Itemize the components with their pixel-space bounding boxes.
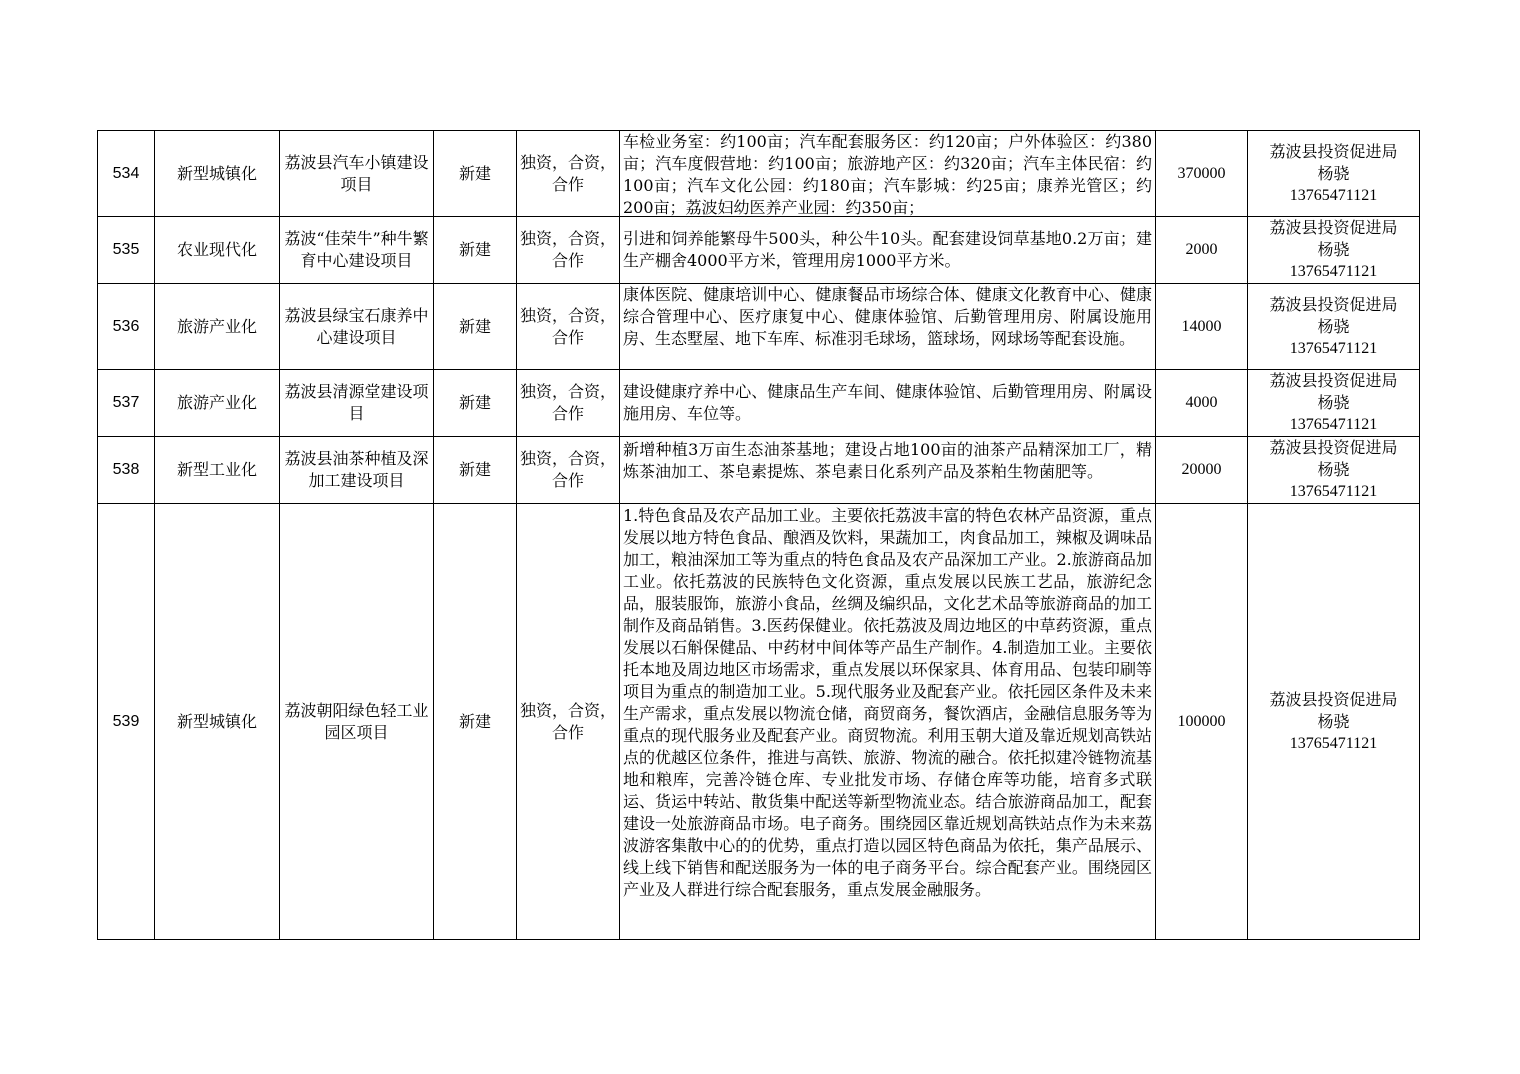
table-row — [98, 437, 1420, 504]
project-name: 荔波朝阳绿色轻工业园区项目 — [280, 504, 434, 940]
contact-phone: 13765471121 — [1289, 416, 1378, 433]
cooperation-mode: 独资，合资，合作 — [517, 217, 620, 284]
project-name: 荔波“佳荣牛”种牛繁育中心建设项目 — [284, 229, 429, 270]
contact-person: 杨骁 — [1317, 393, 1350, 412]
investment-amount: 4000 — [1156, 370, 1248, 437]
build-type: 新建 — [434, 370, 517, 437]
project-description-cell — [620, 284, 1156, 370]
project-name: 荔波县汽车小镇建设项目 — [280, 131, 434, 217]
cooperation-mode: 独资，合资，合作 — [517, 437, 620, 504]
table-row — [98, 504, 1420, 940]
contact-org: 荔波县投资促进局 — [1269, 141, 1398, 161]
project-number: 539 — [98, 504, 155, 940]
project-description: 新增种植3万亩生态油茶基地；建设占地100亩的油茶产品精深加工厂，精炼茶油加工、茶皂素提炼、茶皂素日化系列产品及茶粕生物菌肥等。 — [623, 439, 1152, 481]
project-name: 荔波县清源堂建设项目 — [280, 370, 434, 437]
project-description: 建设健康疗养中心、健康品生产车间、健康体验馆、后勤管理用房、附属设施用房、车位等。 — [623, 382, 1152, 423]
project-category: 农业现代化 — [155, 217, 280, 284]
build-type: 新建 — [434, 131, 517, 217]
table-row — [98, 284, 1420, 370]
contact-cell — [1248, 131, 1420, 217]
cooperation-mode: 独资，合资，合作 — [517, 504, 620, 940]
contact-org: 荔波县投资促进局 — [1269, 371, 1398, 390]
build-type: 新建 — [434, 437, 517, 504]
build-type: 新建 — [434, 284, 517, 370]
project-name: 荔波县油茶种植及深加工建设项目 — [280, 437, 434, 504]
project-description-cell — [620, 370, 1156, 437]
contact-phone: 13765471121 — [1289, 483, 1378, 500]
project-category: 新型城镇化 — [155, 131, 280, 217]
contact-phone: 13765471121 — [1289, 186, 1378, 204]
contact-phone: 13765471121 — [1289, 339, 1378, 357]
contact-org: 荔波县投资促进局 — [1269, 689, 1398, 709]
table-row — [98, 131, 1420, 217]
contact-cell — [1248, 217, 1420, 284]
contact-cell — [1248, 370, 1420, 437]
contact-org: 荔波县投资促进局 — [1269, 218, 1398, 237]
project-category: 旅游产业化 — [155, 370, 280, 437]
project-category: 新型工业化 — [155, 437, 280, 504]
project-description-cell — [620, 131, 1156, 217]
project-description: 引进和饲养能繁母牛500头，种公牛10头。配套建设饲草基地0.2万亩；建生产棚舍4000平方米，管理用房1000平方米。 — [623, 229, 1152, 270]
contact-person: 杨骁 — [1317, 240, 1350, 259]
contact-person: 杨骁 — [1317, 316, 1350, 336]
cooperation-mode: 独资，合资，合作 — [517, 284, 620, 370]
contact-org: 荔波县投资促进局 — [1269, 438, 1398, 457]
project-name: 荔波县绿宝石康养中心建设项目 — [280, 284, 434, 370]
contact-person: 杨骁 — [1317, 460, 1350, 479]
project-description: 康体医院、健康培训中心、健康餐品市场综合体、健康文化教育中心、健康综合管理中心、医疗康复中心、健康体验馆、后勤管理用房、附属设施用房、生态墅屋、地下车库、标准羽毛球场，篮球场，网球场等配套设施。 — [623, 285, 1152, 348]
build-type: 新建 — [434, 217, 517, 284]
investment-amount: 370000 — [1156, 131, 1248, 217]
investment-amount: 20000 — [1156, 437, 1248, 504]
investment-amount: 100000 — [1156, 504, 1248, 940]
investment-amount: 2000 — [1156, 217, 1248, 284]
project-number: 536 — [98, 284, 155, 370]
cooperation-mode: 独资，合资，合作 — [517, 131, 620, 217]
cooperation-mode: 独资，合资，合作 — [517, 370, 620, 437]
contact-org: 荔波县投资促进局 — [1269, 294, 1398, 314]
project-description: 1.特色食品及农产品加工业。主要依托荔波丰富的特色农林产品资源，重点发展以地方特色食品、酿酒及饮料，果蔬加工，肉食品加工，辣椒及调味品加工，粮油深加工等为重点的特色食品及农产品深加工产业。2.旅游商品加工业。依托荔波的民族特色文化资源，重点发展以民族工艺品，旅游纪念品，服装服饰，旅游小食品，丝绸及编织品，文化艺术品等旅游商品的加工制作及商品销售。3.医药保健业。依托荔波及周边地区的中草药资源，重点发展以石斛保健品、中药材中间体等产品生产制作。4.制造加工业。主要依托本地及周边地区市场需求，重点发展以环保家具、体育用品、包装印刷等项目为重点的制造加工业。5.现代服务业及配套产业。依托园区条件及未来生产需求，重点发展以物流仓储，商贸商务，餐饮酒店，金融信息服务等为重点的现代服务业及配套产业。商贸物流。利用玉朝大道及靠近规划高铁站点的优越区位条件，推进与高铁、旅游、物流的融合。依托拟建冷链物流基地和粮库，完善冷链仓库、专业批发市场、存储仓库等功能，培育多式联运、货运中转站、散货集中配送等新型物流业态。结合旅游商品加工，配套建设一处旅游商品市场。电子商务。围绕园区靠近规划高铁站点作为未来荔波游客集散中心的的优势，重点打造以园区特色商品为依托，集产品展示、线上线下销售和配送服务为一体的电子商务平台。综合配套产业。围绕园区产业及人群进行综合配套服务，重点发展金融服务。 — [623, 505, 1152, 899]
project-description-cell — [620, 437, 1156, 504]
project-table — [97, 130, 1420, 940]
contact-cell — [1248, 284, 1420, 370]
project-category: 旅游产业化 — [155, 284, 280, 370]
project-number: 538 — [98, 437, 155, 504]
project-category: 新型城镇化 — [155, 504, 280, 940]
contact-phone: 13765471121 — [1289, 263, 1378, 280]
table-row — [98, 370, 1420, 437]
project-description-cell — [620, 217, 1156, 284]
project-number: 537 — [98, 370, 155, 437]
investment-amount: 14000 — [1156, 284, 1248, 370]
project-description: 车检业务室：约100亩；汽车配套服务区：约120亩；户外体验区：约380亩；汽车度假营地：约100亩；旅游地产区：约320亩；汽车主体民宿：约100亩；汽车文化公园：约180亩；汽车影城：约25亩；康养光管区；约200亩；荔波妇幼医养产业园：约350亩； — [623, 132, 1152, 216]
contact-cell — [1248, 437, 1420, 504]
contact-phone: 13765471121 — [1289, 734, 1378, 752]
contact-cell — [1248, 504, 1420, 940]
contact-person: 杨骁 — [1317, 163, 1350, 183]
build-type: 新建 — [434, 504, 517, 940]
project-number: 534 — [98, 131, 155, 217]
table-row — [98, 217, 1420, 284]
contact-person: 杨骁 — [1317, 711, 1350, 731]
project-description-cell — [620, 504, 1156, 940]
project-name-cell — [280, 217, 434, 284]
project-number: 535 — [98, 217, 155, 284]
